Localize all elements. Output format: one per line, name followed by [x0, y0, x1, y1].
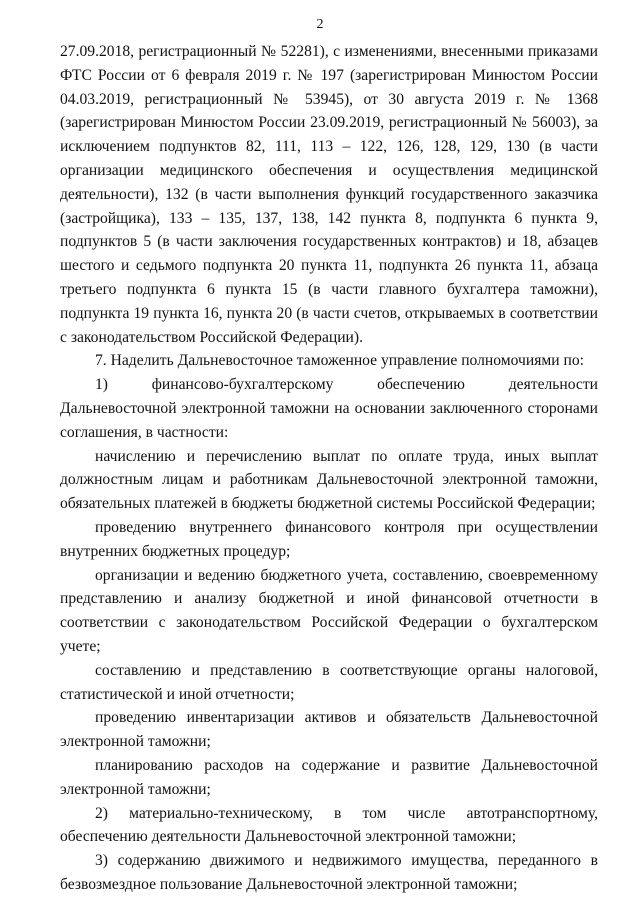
- paragraph-subitem-2: 2) материально-техническому, в том числе автотранспортному, обеспечению деятельности Дальневосточной электронной таможни;: [60, 804, 598, 846]
- paragraph-reporting: составлению и представлению в соответствующие органы налоговой, статистической и иной отчетности;: [60, 661, 598, 703]
- paragraph-expense-planning: планированию расходов на содержание и развитие Дальневосточной электронной таможни;: [60, 756, 598, 798]
- paragraph-item-7: 7. Наделить Дальневосточное таможенное управление полномочиями по:: [95, 352, 584, 370]
- paragraph-subitem-1: 1) финансово-бухгалтерскому обеспечению деятельности Дальневосточной электронной таможни на основании заключенного сторонами соглашения, в частности:: [60, 376, 598, 441]
- paragraph-payroll: начислению и перечислению выплат по оплате труда, иных выплат должностным лицам и работникам Дальневосточной электронной таможни, обязательных платежей в бюджеты бюджетной системы Российской Федерации;: [60, 447, 598, 513]
- paragraph-continuation: 27.09.2018, регистрационный № 52281), с изменениями, внесенными приказами ФТС России от 6 февраля 2019 г. № 197 (зарегистрирован Минюстом России 04.03.2019, регистрационный № 53945), от 30 августа 2019 г. № 1368 (зарегистрирован Минюстом России 23.09.2019, регистрационный № 56003), за исключением подпунктов 82, 111, 113 – 122, 126, 128, 129, 130 (в части организации медицинского обеспечения и осуществления медицинской деятельности), 132 (в части выполнения функций государственного заказчика (застройщика), 133 – 135, 137, 138, 142 пункта 8, подпункта 6 пункта 9, подпунктов 5 (в части заключения государственных контрактов) и 18, абзацев шестого и седьмого подпункта 20 пункта 11, подпункта 26 пункта 11, абзаца третьего подпункта 6 пункта 15 (в части главного бухгалтера таможни), подпункта 19 пункта 16, пункта 20 (в части счетов, открываемых в соответствии с законодательством Российской Федерации).: [60, 43, 598, 346]
- paragraph-budget-accounting: организации и ведению бюджетного учета, составлению, своевременному представлению и анализу бюджетной и иной финансовой отчетности в соответствии с законодательством Российской Федерации о бухгалтерском учете;: [60, 566, 598, 655]
- paragraph-internal-control: проведению внутреннего финансового контроля при осуществлении внутренних бюджетных процедур;: [60, 518, 598, 560]
- paragraph-subitem-3: 3) содержанию движимого и недвижимого имущества, переданного в безвозмездное пользование Дальневосточной электронной таможни;: [60, 852, 598, 893]
- page-number: 2: [316, 17, 324, 32]
- document-body: [60, 40, 598, 897]
- paragraph-inventory: проведению инвентаризации активов и обязательств Дальневосточной электронной таможни;: [60, 709, 598, 751]
